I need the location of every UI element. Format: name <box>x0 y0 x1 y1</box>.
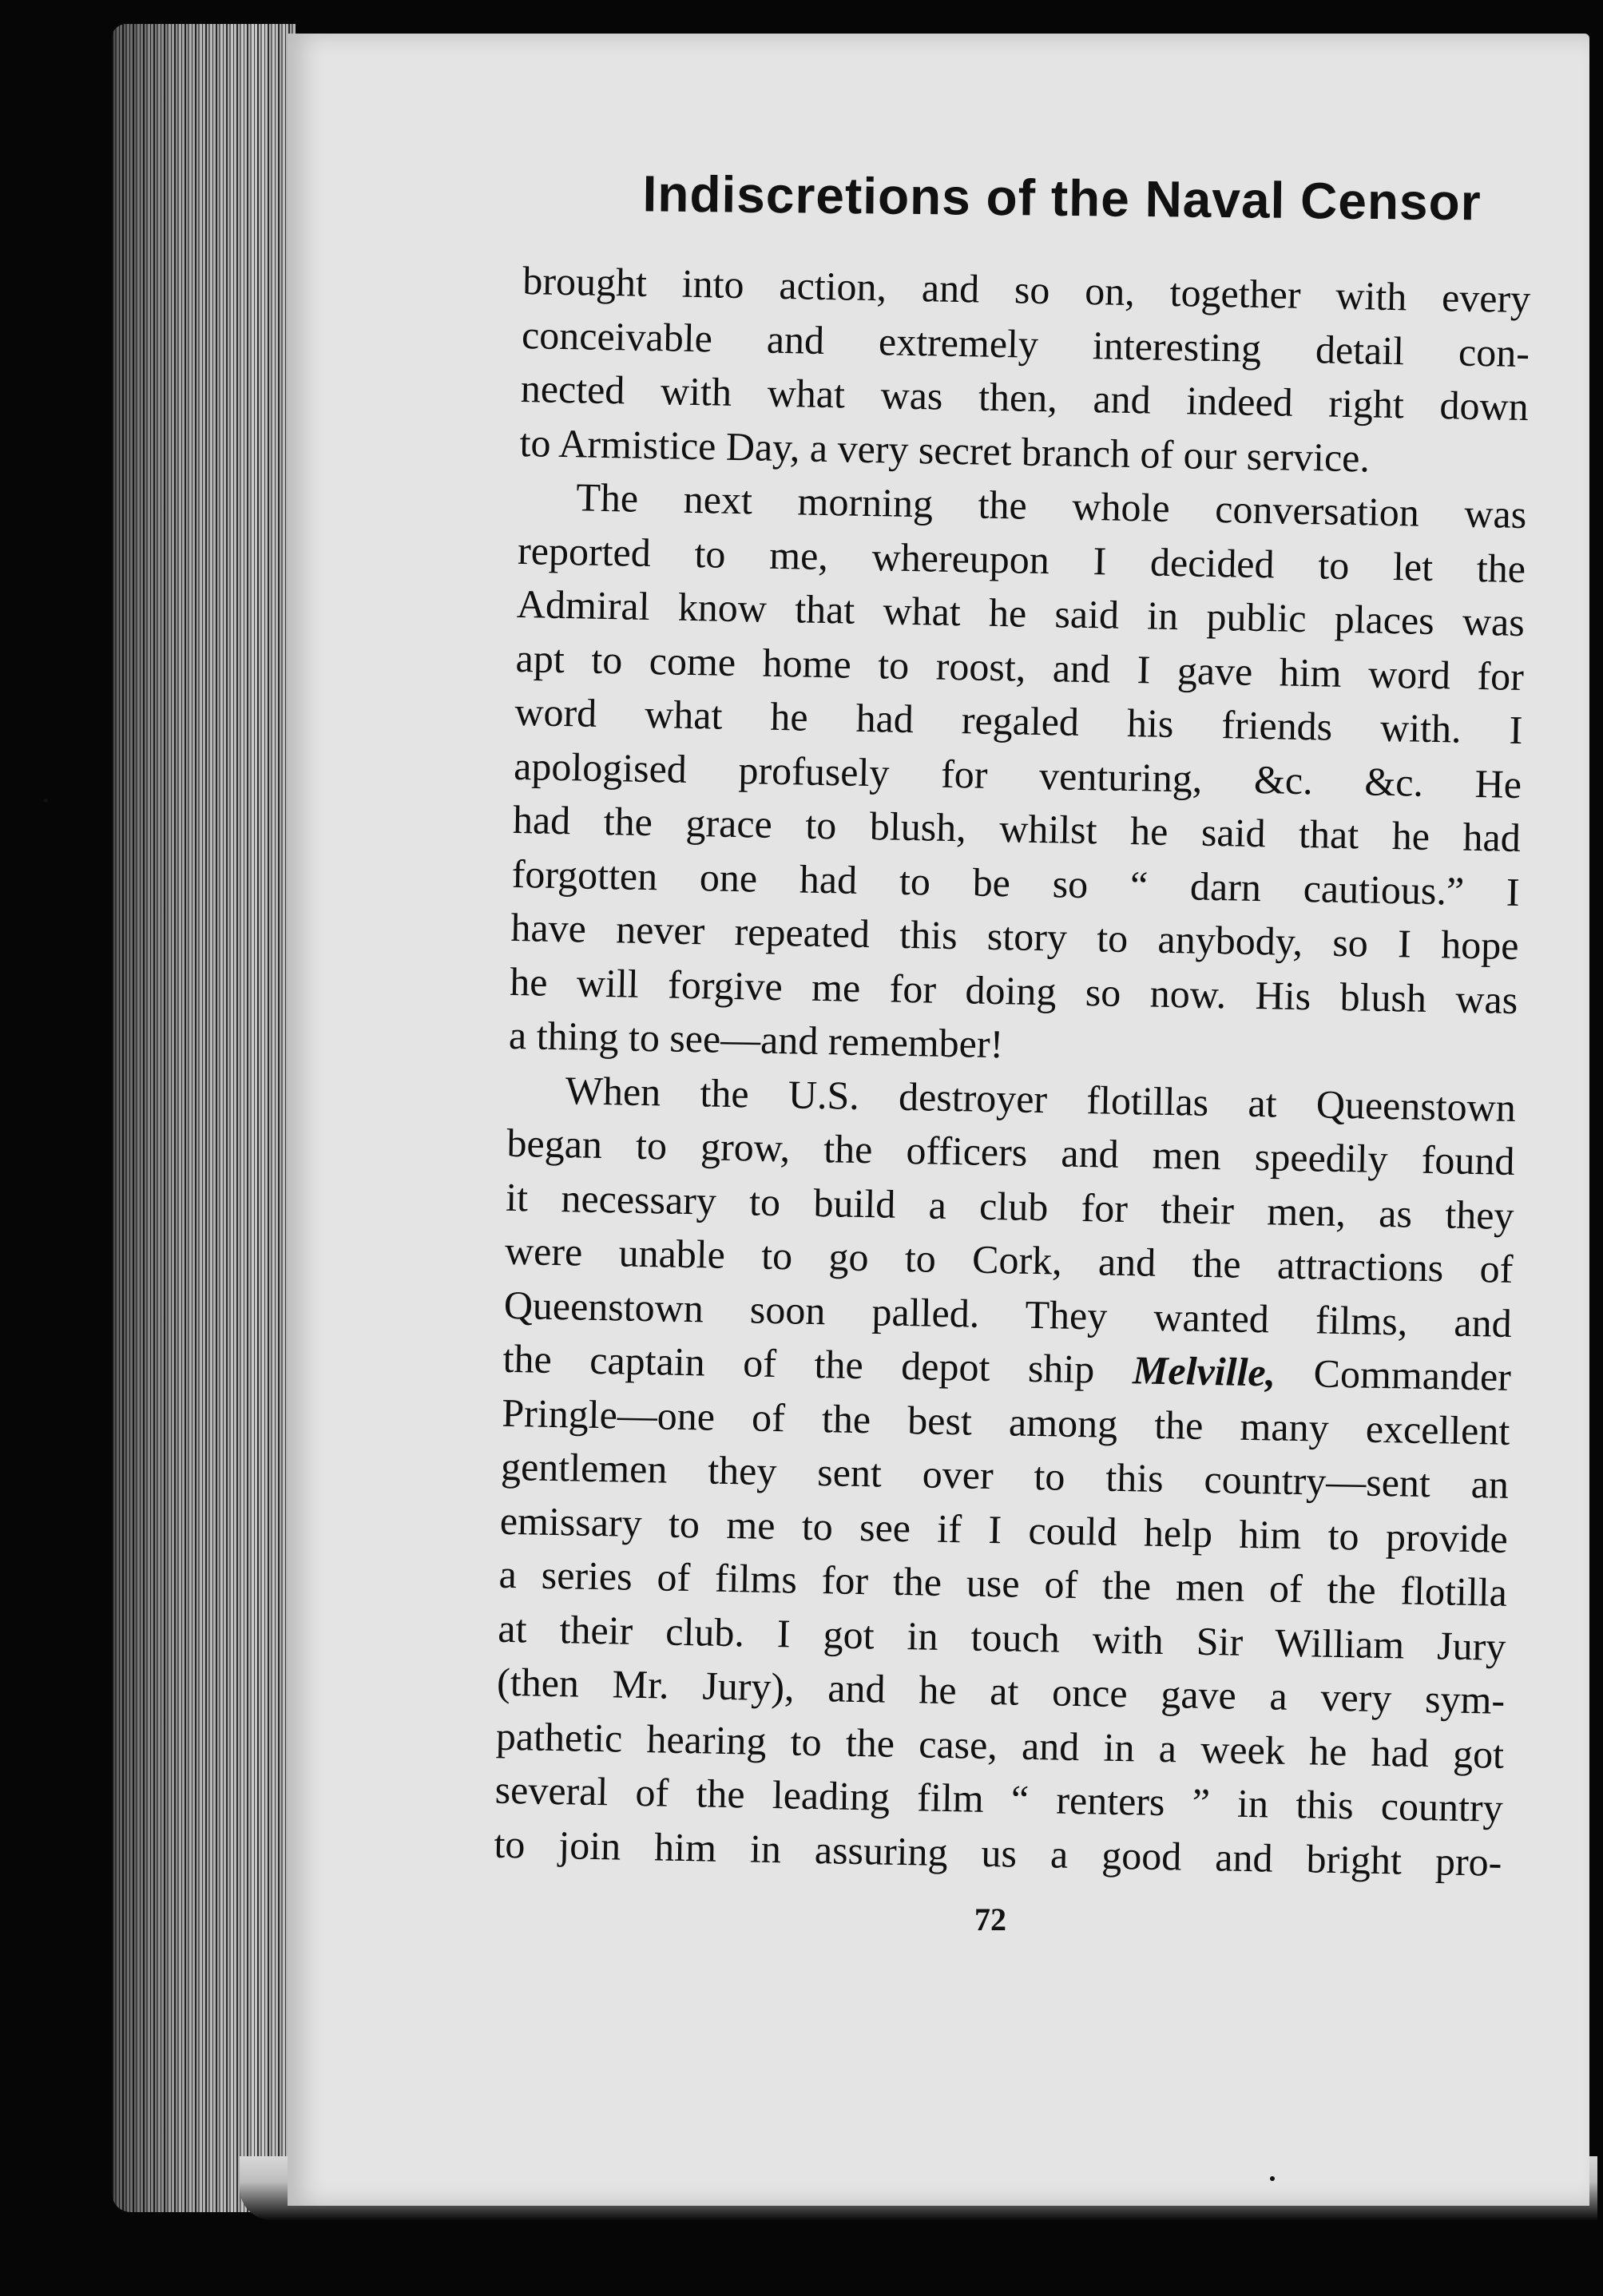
text-line: have never repeated this story to anybody, so I hope <box>510 904 1519 968</box>
text-line: gentlemen they sent over to this country—sent an <box>500 1443 1510 1507</box>
text-line: When the U.S. destroyer flotillas at Queenstown <box>565 1067 1517 1130</box>
text-line: a thing to see—and remember! <box>508 1012 1004 1067</box>
text-line: Pringle—one of the best among the many excellent <box>501 1390 1510 1453</box>
text-line: a series of films for the use of the men of the flotilla <box>498 1551 1508 1615</box>
text-line: conceivable and extremely interesting detail con- <box>521 311 1530 375</box>
text-line: apt to come home to roost, and I gave him word for <box>515 635 1525 699</box>
running-head: Indiscretions of the Naval Censor <box>642 165 1482 232</box>
text-line: Queenstown soon palled. They wanted films, and <box>503 1282 1513 1346</box>
scan-speck <box>44 799 48 803</box>
text-line: were unable to go to Cork, and the attractions of <box>504 1227 1514 1291</box>
text-line: he will forgive me for doing so now. His blush was <box>509 958 1518 1022</box>
text-segment: Commander <box>1275 1350 1512 1399</box>
text-line: brought into action, and so on, together with every <box>522 257 1531 322</box>
body-text <box>494 254 1531 1890</box>
text-line: at their club. I got in touch with Sir William Jury <box>497 1605 1506 1669</box>
text-line: it necessary to build a club for their men, as they <box>505 1174 1514 1238</box>
text-line: forgotten one had to be so “ darn cautious.” I <box>511 851 1521 914</box>
text-line: nected with what was then, and indeed right down <box>520 365 1530 430</box>
text-line: The next morning the whole conversation was <box>575 474 1527 537</box>
text-line: to join him in assuring us a good and bright pro- <box>494 1821 1502 1885</box>
book-page-edges <box>112 24 296 2212</box>
text-line: several of the leading film “ renters ” in this country <box>494 1767 1504 1830</box>
text-line: emissary to me to see if I could help him to provide <box>499 1497 1509 1561</box>
page-number: 72 <box>974 1901 1006 1937</box>
text-line: began to grow, the officers and men speedily found <box>506 1120 1515 1184</box>
text-segment: the captain of the depot ship <box>502 1335 1133 1393</box>
text-line: to Armistice Day, a very secret branch of our service. <box>519 419 1371 480</box>
ship-name-italic: Melville, <box>1132 1347 1276 1395</box>
text-line: apologised profusely for venturing, &c. &c. He <box>513 743 1522 807</box>
text-line: Admiral know that what he said in public places was <box>516 581 1526 645</box>
text-line: (then Mr. Jury), and he at once gave a very sym- <box>496 1659 1506 1723</box>
scan-speck <box>1270 2176 1275 2181</box>
text-line: reported to me, whereupon I decided to let the <box>517 527 1526 591</box>
text-line: word what he had regaled his friends with. I <box>514 688 1523 753</box>
text-line: had the grace to blush, whilst he said that he had <box>512 796 1522 861</box>
text-line: pathetic hearing to the case, and in a week he had got <box>495 1713 1505 1777</box>
